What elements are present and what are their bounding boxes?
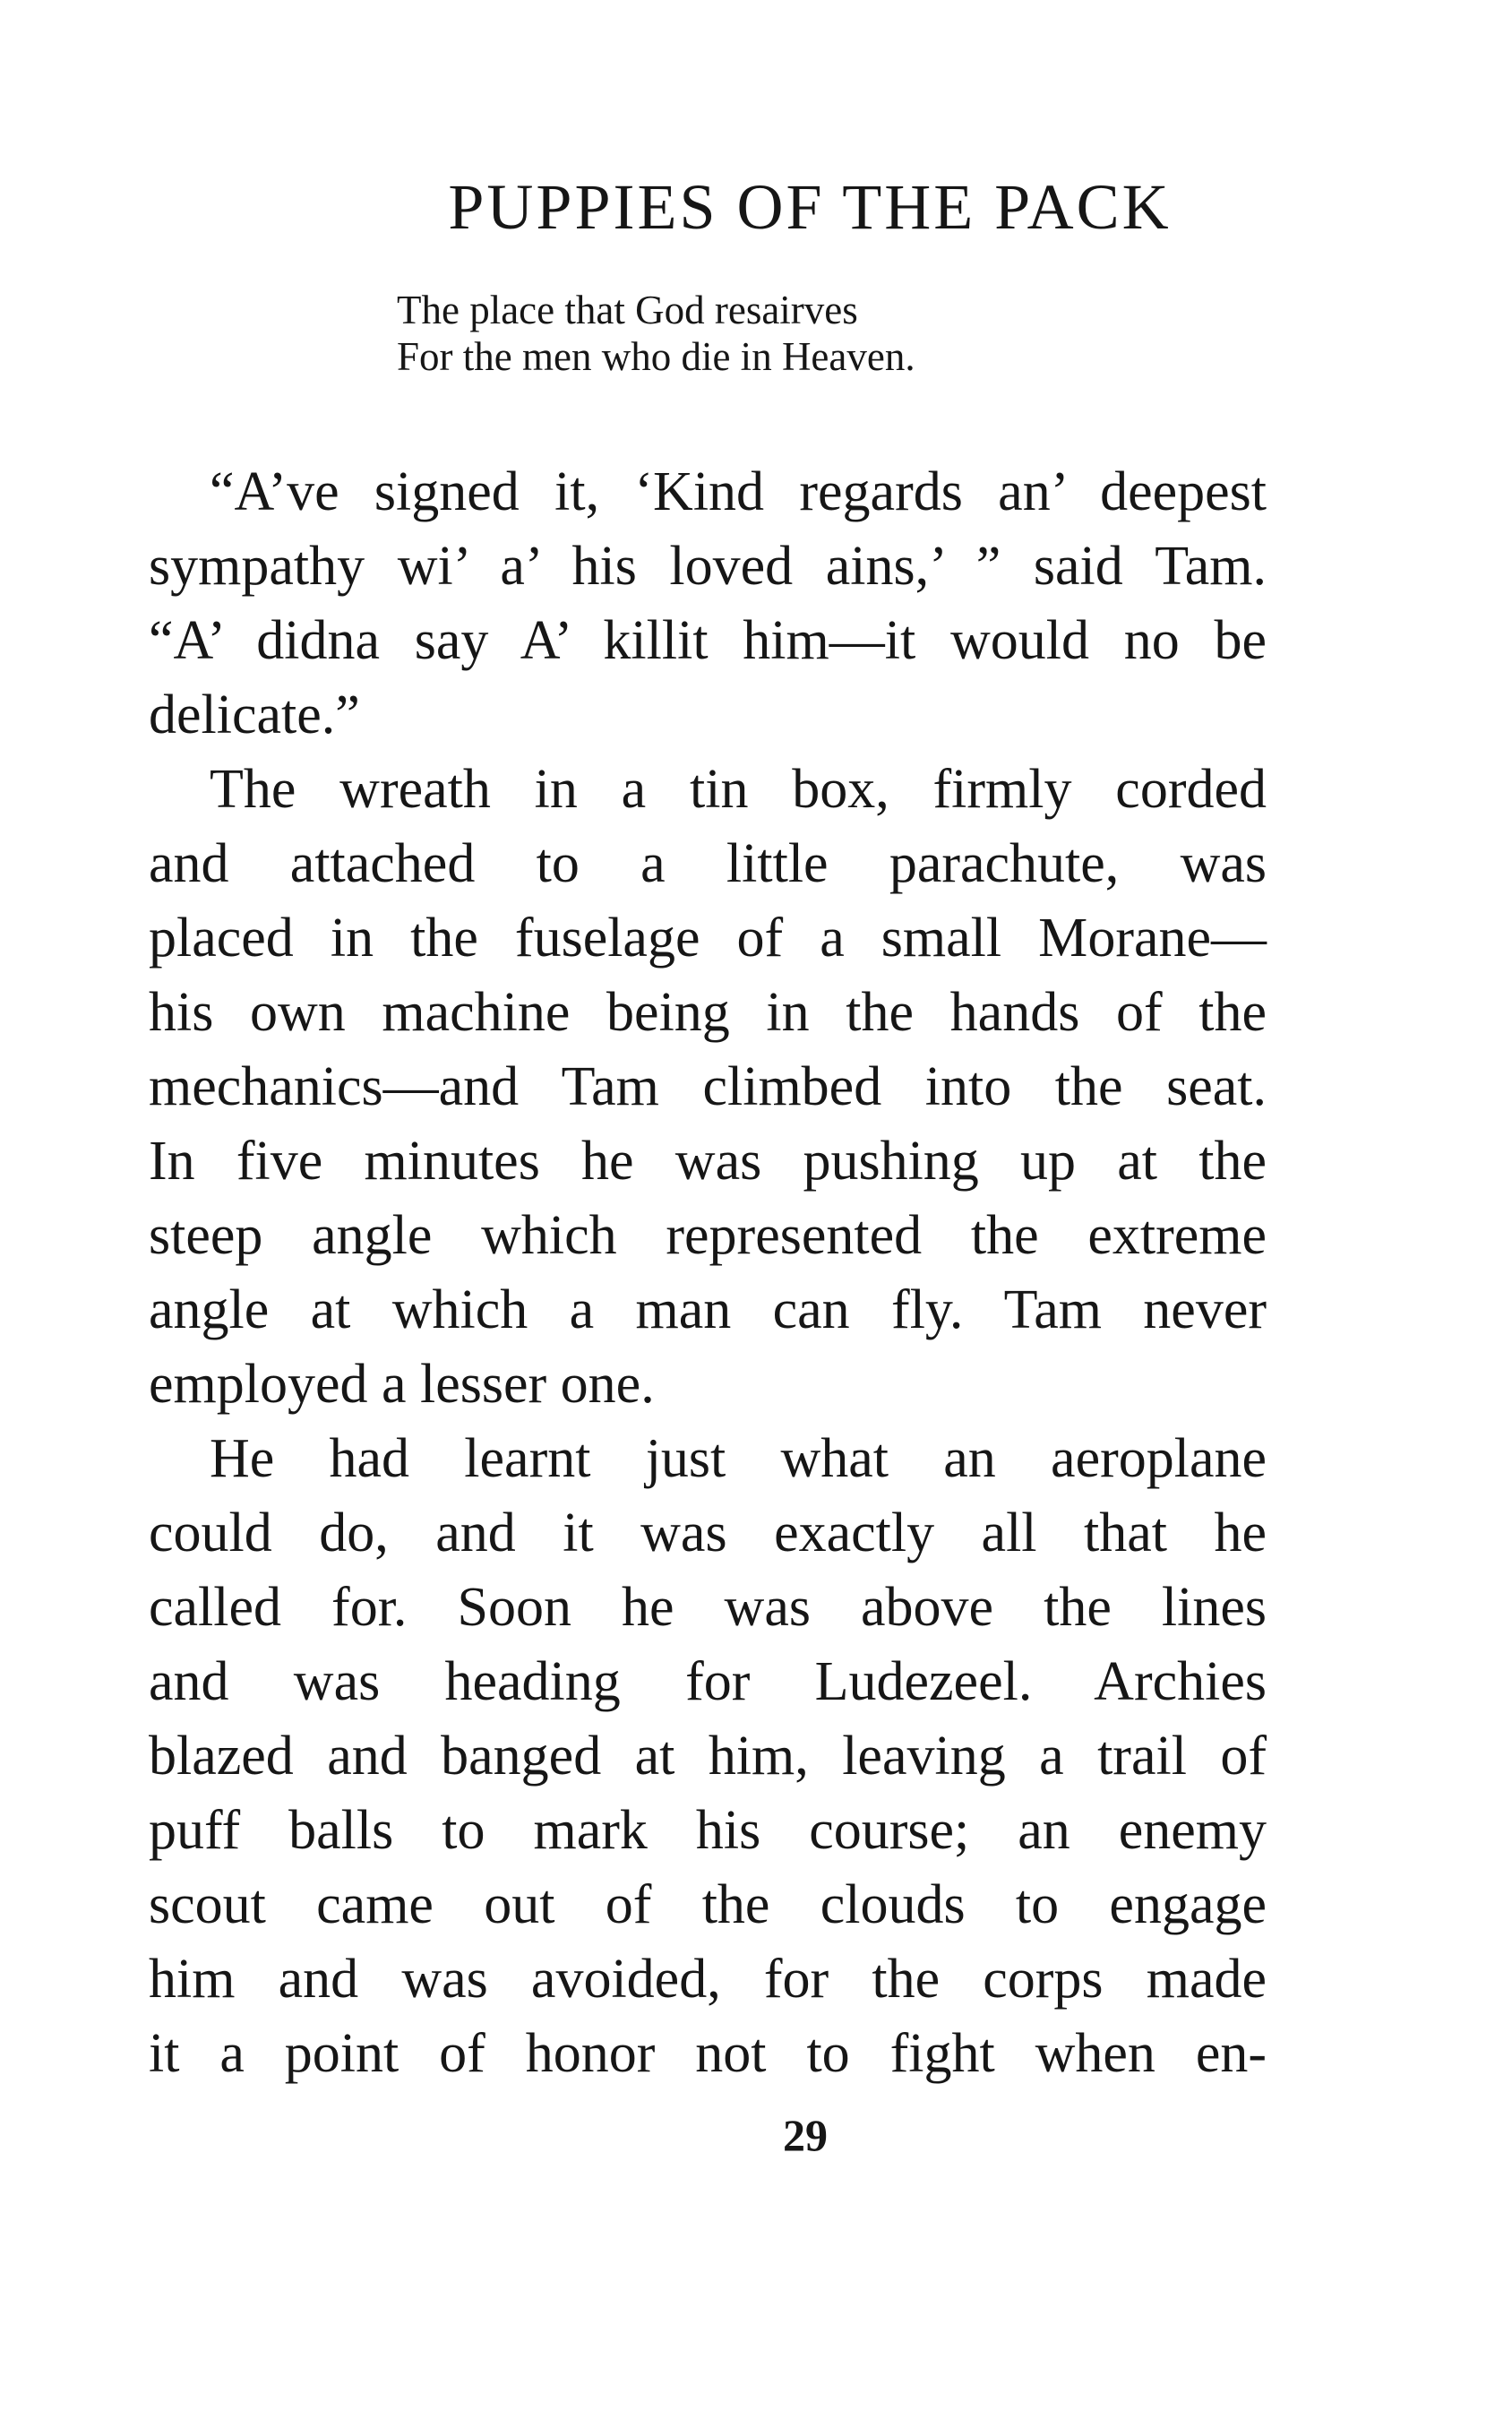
text-line: “A’ve signed it, ‘Kind regards an’ deepest	[210, 461, 1267, 522]
text-line: sympathy wi’ a’ his loved ains,’ ” said Tam.	[149, 536, 1267, 597]
text-line: mechanics—and Tam climbed into the seat.	[149, 1056, 1267, 1117]
text-line: “A’ didna say A’ killit him—it would no be	[149, 610, 1267, 671]
text-line: placed in the fuselage of a small Morane—	[149, 908, 1267, 969]
epigraph-line: For the men who die in Heaven.	[397, 334, 915, 379]
page-number: 29	[783, 2110, 828, 2160]
epigraph-line: The place that God resairves	[397, 288, 858, 332]
text-line: could do, and it was exactly all that he	[149, 1503, 1267, 1563]
text-line: steep angle which represented the extreme	[149, 1205, 1267, 1266]
epigraph	[397, 287, 1203, 380]
text-line: blazed and banged at him, leaving a trail of	[149, 1726, 1267, 1787]
text-line: scout came out of the clouds to engage	[149, 1874, 1267, 1935]
running-title: PUPPIES OF THE PACK	[448, 171, 1172, 243]
text-line: angle at which a man can fly. Tam never	[149, 1279, 1267, 1340]
text-line: He had learnt just what an aeroplane	[210, 1428, 1267, 1489]
text-line: his own machine being in the hands of the	[149, 982, 1267, 1043]
text-line: employed a lesser one.	[149, 1354, 655, 1415]
text-line: called for. Soon he was above the lines	[149, 1577, 1267, 1638]
text-line: puff balls to mark his course; an enemy	[149, 1800, 1267, 1861]
text-line: delicate.”	[149, 685, 360, 745]
body-text	[149, 455, 1267, 2091]
text-line: In five minutes he was pushing up at the	[149, 1131, 1267, 1192]
text-line: him and was avoided, for the corps made	[149, 1949, 1267, 2010]
text-line: and attached to a little parachute, was	[149, 833, 1267, 894]
text-line: The wreath in a tin box, firmly corded	[210, 759, 1267, 820]
text-line: and was heading for Ludezeel. Archies	[149, 1651, 1267, 1712]
text-line: it a point of honor not to fight when en-	[149, 2023, 1267, 2084]
